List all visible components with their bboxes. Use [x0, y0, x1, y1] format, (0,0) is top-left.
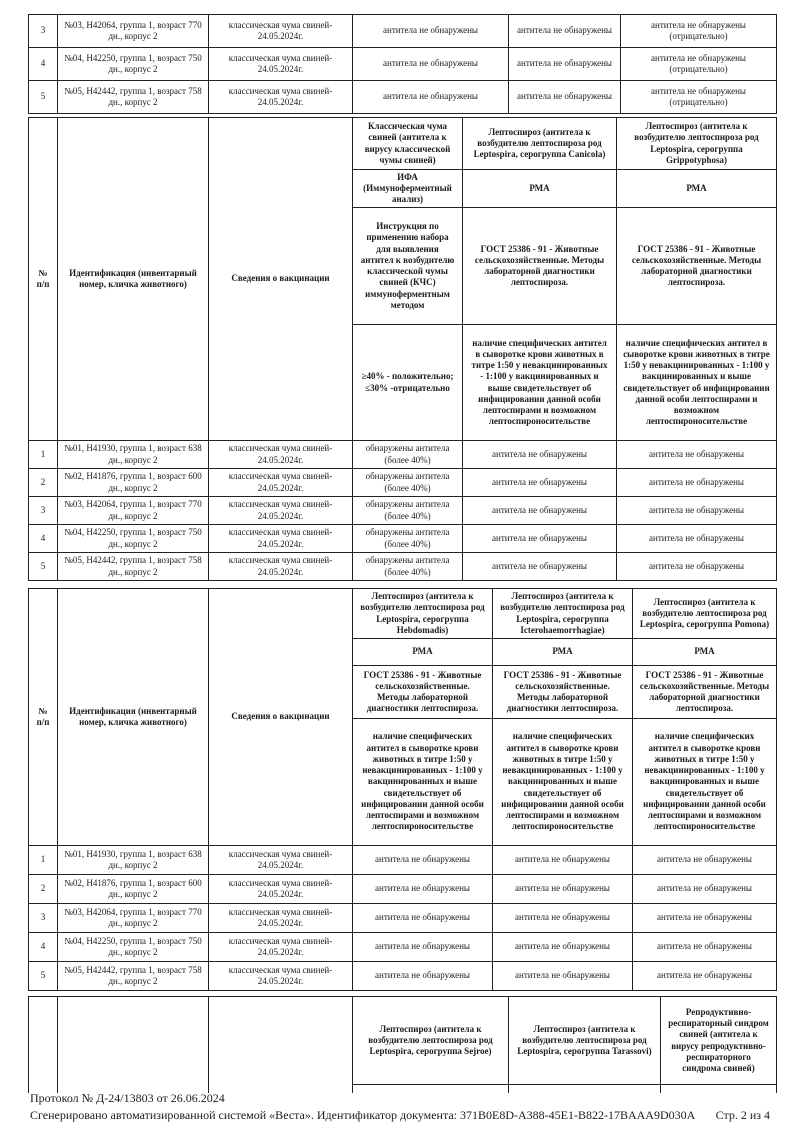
header-criteria: наличие специфических антител в сыворотке крови животных в титре 1:50 у невакцинированных - 1:100 у вакцинированных и выше свидетельствует об инфицировании данной особи лептоспирами и возможном лептоспироносительстве: [633, 719, 777, 846]
header-disease: Лептоспироз (антитела к возбудителю лептоспироза род Leptospira, серогруппа Canicola): [463, 118, 617, 170]
table-row: [29, 497, 777, 525]
cell-result: антитела не обнаружены: [617, 497, 777, 525]
header-standard: ГОСТ 25386 - 91 - Животные сельскохозяйственные. Методы лабораторной диагностики лептоспироза.: [353, 666, 493, 719]
header-criteria: наличие специфических антител в сыворотке крови животных в титре 1:50 у невакцинированных - 1:100 у вакцинированных и выше свидетельствует об инфицировании данной особи лептоспирами и возможном лептоспироносительстве: [353, 719, 493, 846]
cell-result: антитела не обнаружены: [493, 875, 633, 904]
header-criteria: наличие специфических антител в сыворотке крови животных в титре 1:50 у невакцинированных - 1:100 у вакцинированных и выше свидетельствует об инфицировании данной особи лептоспирами и возможном лептоспироносительстве: [493, 719, 633, 846]
cell-result: антитела не обнаружены: [353, 875, 493, 904]
cell-result: антитела не обнаружены: [509, 15, 621, 48]
header-method: РМА: [493, 639, 633, 666]
cell-result: антитела не обнаружены: [617, 469, 777, 497]
cell-result: антитела не обнаружены: [633, 875, 777, 904]
header-disease: Лептоспироз (антитела к возбудителю лептоспироза род Leptospira, серогруппа Tarassovi): [509, 997, 661, 1085]
cell-result: антитела не обнаружены: [463, 553, 617, 581]
results-table-swine-fever-continuation: [28, 14, 777, 114]
header-row-disease: [29, 997, 777, 1085]
header-disease: Лептоспироз (антитела к возбудителю лептоспироза род Leptospira, серогруппа Sejroe): [353, 997, 509, 1085]
cell-animal-id: №05, Н42442, группа 1, возраст 758 дн., корпус 2: [58, 962, 209, 991]
cell-vaccination: классическая чума свиней- 24.05.2024г.: [209, 81, 353, 114]
cell-row-number: 3: [29, 15, 58, 48]
header-disease: Классическая чума свиней (антитела к вирусу классической чумы свиней): [353, 118, 463, 170]
table-row: [29, 525, 777, 553]
cell-result: антитела не обнаружены: [633, 904, 777, 933]
cell-result: обнаружены антитела (более 40%): [353, 441, 463, 469]
cell-row-number: 2: [29, 875, 58, 904]
cell-vaccination: классическая чума свиней- 24.05.2024г.: [209, 469, 353, 497]
cell-result: антитела не обнаружены: [353, 81, 509, 114]
table-row: [29, 81, 777, 114]
cell-result: антитела не обнаружены: [633, 846, 777, 875]
cell-row-number: 3: [29, 904, 58, 933]
cell-result: антитела не обнаружены: [463, 441, 617, 469]
header-standard: ГОСТ 25386 - 91 - Животные сельскохозяйственные. Методы лабораторной диагностики лептоспироза.: [617, 208, 777, 325]
cell-row-number: 5: [29, 962, 58, 991]
cell-result: антитела не обнаружены: [493, 933, 633, 962]
header-disease: Репродуктивно-респираторный синдром свиней (антитела к вирусу репродуктивно-респираторного синдрома свиней): [661, 997, 777, 1085]
cell-vaccination: классическая чума свиней- 24.05.2024г.: [209, 497, 353, 525]
table-row: [29, 48, 777, 81]
cut-off-cell: [661, 1085, 777, 1093]
cell-result: антитела не обнаружены: [617, 553, 777, 581]
cell-vaccination: классическая чума свиней- 24.05.2024г.: [209, 48, 353, 81]
cell-animal-id: №02, Н41876, группа 1, возраст 600 дн., корпус 2: [58, 875, 209, 904]
cell-row-number: 1: [29, 441, 58, 469]
table-row: [29, 875, 777, 904]
table-row: [29, 441, 777, 469]
table-row: [29, 846, 777, 875]
header-row-number: № п/п: [29, 118, 58, 441]
cell-result: антитела не обнаружены: [509, 48, 621, 81]
cell-result: обнаружены антитела (более 40%): [353, 469, 463, 497]
table-row: [29, 553, 777, 581]
cell-row-number: 4: [29, 48, 58, 81]
cell-result: антитела не обнаружены: [353, 933, 493, 962]
cell-animal-id: №03, Н42064, группа 1, возраст 770 дн., корпус 2: [58, 497, 209, 525]
header-disease: Лептоспироз (антитела к возбудителю лептоспироза род Leptospira, серогруппа Hebdomadis): [353, 589, 493, 639]
header-method: РМА: [353, 639, 493, 666]
header-disease: Лептоспироз (антитела к возбудителю лептоспироза род Leptospira, серогруппа Grippotyphosa): [617, 118, 777, 170]
cell-row-number: 2: [29, 469, 58, 497]
cell-vaccination: классическая чума свиней- 24.05.2024г.: [209, 525, 353, 553]
cut-off-cell: [509, 1085, 661, 1093]
header-identification-empty: [58, 997, 209, 1093]
cell-vaccination: классическая чума свиней- 24.05.2024г.: [209, 904, 353, 933]
footer-page-number: Стр. 2 из 4: [715, 1108, 770, 1122]
table-row: [29, 933, 777, 962]
cell-vaccination: классическая чума свиней- 24.05.2024г.: [209, 933, 353, 962]
cell-result: антитела не обнаружены: [463, 469, 617, 497]
cell-result: антитела не обнаружены: [353, 962, 493, 991]
cell-row-number: 4: [29, 933, 58, 962]
cell-vaccination: классическая чума свиней- 24.05.2024г.: [209, 962, 353, 991]
results-table-kchs-canicola-grippotyphosa: [28, 117, 777, 581]
cell-result: обнаружены антитела (более 40%): [353, 497, 463, 525]
header-identification: Идентификация (инвентарный номер, кличка животного): [58, 118, 209, 441]
cell-animal-id: №05, Н42442, группа 1, возраст 758 дн., корпус 2: [58, 81, 209, 114]
cell-animal-id: №03, Н42064, группа 1, возраст 770 дн., корпус 2: [58, 904, 209, 933]
cell-animal-id: №03, Н42064, группа 1, возраст 770 дн., корпус 2: [58, 15, 209, 48]
header-row-disease: [29, 589, 777, 639]
header-row-disease: [29, 118, 777, 170]
cell-result: обнаружены антитела (более 40%): [353, 553, 463, 581]
cell-result: антитела не обнаружены: [617, 525, 777, 553]
cut-off-cell: [353, 1085, 509, 1093]
header-criteria: наличие специфических антител в сыворотке крови животных в титре 1:50 у невакцинированных - 1:100 у вакцинированных и выше свидетельствует об инфицировании данной особи лептоспирами и возможном лептоспироносительстве: [617, 325, 777, 441]
header-row-number-empty: [29, 997, 58, 1093]
cell-row-number: 1: [29, 846, 58, 875]
header-method: РМА: [463, 170, 617, 208]
cell-row-number: 5: [29, 553, 58, 581]
cell-result: антитела не обнаружены: [633, 933, 777, 962]
cell-animal-id: №02, Н41876, группа 1, возраст 600 дн., корпус 2: [58, 469, 209, 497]
cell-result: антитела не обнаружены: [353, 15, 509, 48]
cell-result: антитела не обнаружены: [493, 904, 633, 933]
results-table-sejroe-tarassovi-prrs-fragment: [28, 996, 777, 1093]
cell-result: антитела не обнаружены: [353, 846, 493, 875]
header-disease: Лептоспироз (антитела к возбудителю лептоспироза род Leptospira, серогруппа Icterohaemorrhagiae): [493, 589, 633, 639]
cell-result: антитела не обнаружены: [493, 846, 633, 875]
cell-result: антитела не обнаружены: [493, 962, 633, 991]
cell-row-number: 3: [29, 497, 58, 525]
cell-vaccination: классическая чума свиней- 24.05.2024г.: [209, 846, 353, 875]
cell-result: обнаружены антитела (более 40%): [353, 525, 463, 553]
cell-result: антитела не обнаружены: [617, 441, 777, 469]
cell-animal-id: №04, Н42250, группа 1, возраст 750 дн., корпус 2: [58, 525, 209, 553]
header-method: РМА: [633, 639, 777, 666]
results-table-hebdomadis-ictero-pomona: [28, 588, 777, 991]
cell-animal-id: №01, Н41930, группа 1, возраст 638 дн., корпус 2: [58, 441, 209, 469]
cell-vaccination: классическая чума свиней- 24.05.2024г.: [209, 15, 353, 48]
cell-result: антитела не обнаружены (отрицательно): [621, 48, 777, 81]
header-disease: Лептоспироз (антитела к возбудителю лептоспироза род Leptospira, серогруппа Pomona): [633, 589, 777, 639]
header-vaccination: Сведения о вакцинации: [209, 589, 353, 846]
header-standard: ГОСТ 25386 - 91 - Животные сельскохозяйственные. Методы лабораторной диагностики лептоспироза.: [493, 666, 633, 719]
header-vaccination: Сведения о вакцинации: [209, 118, 353, 441]
table-row: [29, 15, 777, 48]
header-vaccination-empty: [209, 997, 353, 1093]
cell-row-number: 4: [29, 525, 58, 553]
cell-animal-id: №04, Н42250, группа 1, возраст 750 дн., корпус 2: [58, 933, 209, 962]
header-standard: Инструкция по применению набора для выявления антител к возбудителю классической чумы свиней (КЧС) иммуноферментным методом: [353, 208, 463, 325]
cell-vaccination: классическая чума свиней- 24.05.2024г.: [209, 875, 353, 904]
header-criteria: наличие специфических антител в сыворотке крови животных в титре 1:50 у невакцинированных - 1:100 у вакцинированных и выше свидетельствует об инфицировании данной особи лептоспирами и возможном лептоспироносительстве: [463, 325, 617, 441]
footer-generated-by: Сгенерировано автоматизированной системой «Веста». Идентификатор документа: 371B0E8D-A388-45E1-B822-17BAAA9D030A: [30, 1108, 696, 1122]
footer-protocol-number: Протокол № Д-24/13803 от 26.06.2024: [30, 1091, 225, 1105]
cell-vaccination: классическая чума свиней- 24.05.2024г.: [209, 441, 353, 469]
cell-result: антитела не обнаружены: [463, 497, 617, 525]
table-row: [29, 904, 777, 933]
cell-animal-id: №04, Н42250, группа 1, возраст 750 дн., корпус 2: [58, 48, 209, 81]
cell-animal-id: №01, Н41930, группа 1, возраст 638 дн., корпус 2: [58, 846, 209, 875]
cell-animal-id: №05, Н42442, группа 1, возраст 758 дн., корпус 2: [58, 553, 209, 581]
table-row: [29, 962, 777, 991]
cell-result: антитела не обнаружены: [353, 904, 493, 933]
cell-result: антитела не обнаружены: [353, 48, 509, 81]
table-row: [29, 469, 777, 497]
cell-result: антитела не обнаружены: [633, 962, 777, 991]
header-method: РМА: [617, 170, 777, 208]
cell-result: антитела не обнаружены (отрицательно): [621, 81, 777, 114]
cell-vaccination: классическая чума свиней- 24.05.2024г.: [209, 553, 353, 581]
header-standard: ГОСТ 25386 - 91 - Животные сельскохозяйственные. Методы лабораторной диагностики лептоспироза.: [633, 666, 777, 719]
cell-result: антитела не обнаружены: [463, 525, 617, 553]
cell-row-number: 5: [29, 81, 58, 114]
header-identification: Идентификация (инвентарный номер, кличка животного): [58, 589, 209, 846]
header-method: ИФА (Иммуноферментный анализ): [353, 170, 463, 208]
cell-result: антитела не обнаружены (отрицательно): [621, 15, 777, 48]
header-criteria: ≥40% - положительно; ≤30% -отрицательно: [353, 325, 463, 441]
header-row-number: № п/п: [29, 589, 58, 846]
header-standard: ГОСТ 25386 - 91 - Животные сельскохозяйственные. Методы лабораторной диагностики лептоспироза.: [463, 208, 617, 325]
cell-result: антитела не обнаружены: [509, 81, 621, 114]
